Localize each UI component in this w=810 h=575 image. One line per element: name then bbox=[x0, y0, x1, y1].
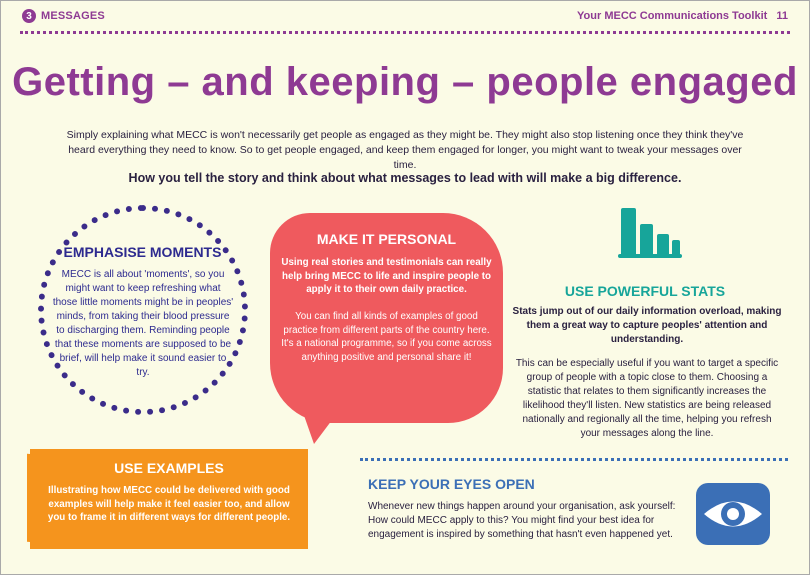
use-powerful-stats-intro: Stats jump out of our daily information overload, making them a great way to capture peoples' attention and understanding. bbox=[512, 306, 782, 345]
section-label: MESSAGES bbox=[41, 10, 105, 22]
toolkit-title: Your MECC Communications Toolkit bbox=[577, 10, 768, 22]
emphasise-moments-text: MECC is all about 'moments', so you might want to keep refreshing what those little moments might be in peoples' minds, from taking their blood pressure to discharging them. Reminding people that these moments are supposed to be brief, will help make it sound easier to try. bbox=[52, 269, 234, 378]
make-it-personal-text: You can find all kinds of examples of good practice from different parts of the country here. It's a national programme, so if you come across anything positive and personal share it! bbox=[281, 311, 492, 363]
use-examples-text: Illustrating how MECC could be delivered with good examples will help make it feel easier too, and allow you to frame it in different ways for different people. bbox=[47, 485, 291, 523]
emphasise-moments-heading: EMPHASISE MOMENTS bbox=[63, 244, 222, 260]
keep-your-eyes-open-heading: KEEP YOUR EYES OPEN bbox=[368, 476, 535, 492]
use-powerful-stats-heading: USE POWERFUL STATS bbox=[564, 283, 726, 299]
intro-paragraph: Simply explaining what MECC is won't necessarily get people as engaged as they might be. They might also stop listening once they think they've heard everything they need to know. So to get people engaged, and keep them engaged for longer, you might want to tweak your messages over time. bbox=[66, 129, 744, 171]
section-marker bbox=[22, 9, 105, 23]
make-it-personal-intro: Using real stories and testimonials can really help bring MECC to life and inspire people to apply it to their own daily practice. bbox=[281, 257, 492, 295]
eye-icon bbox=[696, 483, 770, 545]
speech-bubble-tail bbox=[300, 404, 344, 444]
make-it-personal-heading: MAKE IT PERSONAL bbox=[316, 231, 457, 247]
eyes-dotted-divider bbox=[360, 458, 788, 461]
header-dotted-divider bbox=[20, 31, 790, 34]
bar-chart-icon bbox=[618, 208, 682, 260]
lead-statement: How you tell the story and think about what messages to lead with will make a big difference. bbox=[128, 171, 682, 185]
use-powerful-stats-text: This can be especially useful if you want to target a specific group of people with a topic close to them. Choosing a statistic that relates to them significantly increases the likelihood they'll listen. New statistics are being released nationally and regionally all the time, helping you refresh your messages along the line. bbox=[515, 358, 779, 439]
section-number-badge: 3 bbox=[22, 9, 36, 23]
page-number: 11 bbox=[776, 10, 788, 22]
use-examples-heading: USE EXAMPLES bbox=[114, 460, 224, 476]
keep-your-eyes-open-text: Whenever new things happen around your organisation, ask yourself: How could MECC apply to this? You might find your best idea for engagement is inspired by something that hasn't even happened yet. bbox=[368, 501, 676, 540]
page-title: Getting – and keeping – people engaged bbox=[12, 60, 798, 104]
running-header bbox=[577, 10, 788, 22]
